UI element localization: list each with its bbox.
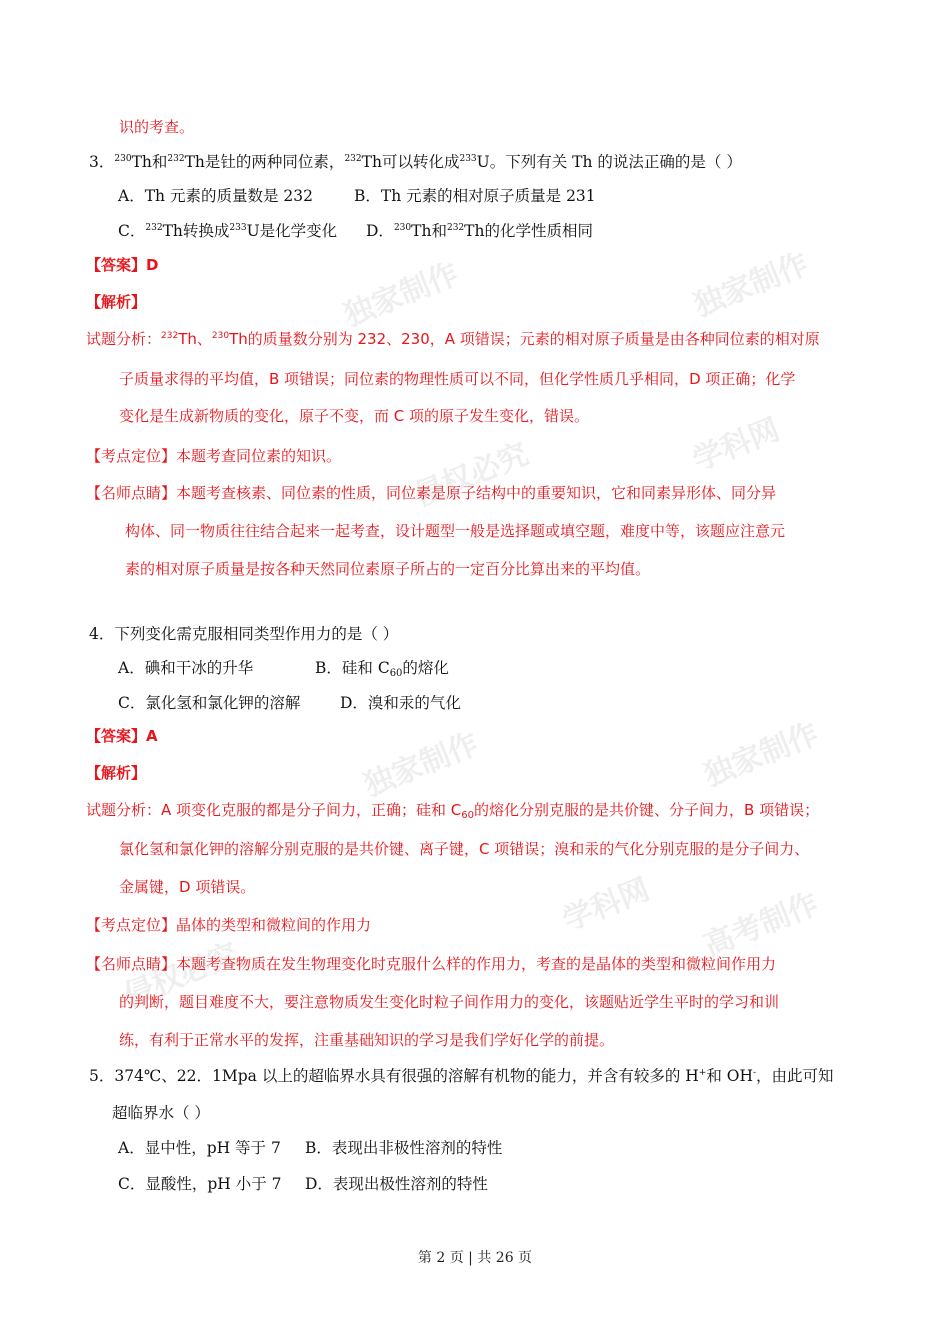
q3-stem: 3．$^{230}$Th和$^{232}$Th是钍的两种同位素，$^{232}$Th可以转化成$^{233}$U。下列有关 Th 的说法正确的是（ ） <box>89 153 742 171</box>
q5-option-b: B．表现出非极性溶剂的特性 <box>305 1139 503 1157</box>
q3-analysis-line-3: 变化是生成新物质的变化，原子不变，而 C 项的原子发生变化，错误。 <box>119 407 590 425</box>
previous-tail-text: 识的考查。 <box>119 118 195 136</box>
q4-option-c: C．氯化氢和氯化钾的溶解 <box>118 694 301 712</box>
q5-option-a: A．显中性，pH 等于 7 <box>118 1139 281 1157</box>
q4-analysis-line-1: 试题分析：A 项变化克服的都是分子间力，正确；硅和 $C_{60}$的熔化分别克服的是共价键、分子间力，B 项错误； <box>86 801 820 821</box>
watermark: 独家制作 <box>359 726 484 804</box>
page-footer: 第 2 页 | 共 26 页 <box>417 1250 533 1266</box>
q3-teacher-tip-line-1: 【名师点睛】本题考查核素、同位素的性质，同位素是原子结构中的重要知识，它和同素异形体、同分异 <box>86 484 777 502</box>
watermark: 高考制作 <box>699 886 824 964</box>
q3-teacher-tip-line-3: 素的相对原子质量是按各种天然同位素原子所占的一定百分比算出来的平均值。 <box>125 560 651 578</box>
watermark: 独家制作 <box>689 246 814 324</box>
q3-option-a: A．Th 元素的质量数是 232 <box>118 187 313 205</box>
watermark: 侵权必究 <box>409 436 534 514</box>
q3-option-d: D．$^{230}$Th和$^{232}$Th的化学性质相同 <box>366 222 593 240</box>
q4-analysis-title: 【解析】 <box>86 764 147 782</box>
watermark: 学科网 <box>688 412 785 479</box>
q4-stem: 4．下列变化需克服相同类型作用力的是（ ） <box>89 625 399 643</box>
q3-teacher-tip-line-2: 构体、同一物质往往结合起来一起考查，设计题型一般是选择题或填空题，难度中等，该题应注意元 <box>125 522 786 540</box>
q3-analysis-title: 【解析】 <box>86 293 147 311</box>
q5-option-d: D．表现出极性溶剂的特性 <box>305 1175 488 1193</box>
q4-option-a: A．碘和干冰的升华 <box>118 659 254 677</box>
watermark: 学科网 <box>558 872 655 939</box>
q4-teacher-tip-line-3: 练，有利于正常水平的发挥，注重基础知识的学习是我们学好化学的前提。 <box>119 1031 615 1049</box>
q5-stem-line-1: 5．374℃、22．1Mpa 以上的超临界水具有很强的溶解有机物的能力，并含有较多的 H+和 OH-，由此可知 <box>89 1067 834 1085</box>
q4-teacher-tip-line-2: 的判断，题目难度不大，要注意物质发生变化时粒子间作用力的变化，该题贴近学生平时的学习和训 <box>119 993 780 1011</box>
q3-option-b: B．Th 元素的相对原子质量是 231 <box>354 187 596 205</box>
q3-option-c: C．$^{232}$Th转换成$^{233}$U是化学变化 <box>118 222 338 240</box>
q3-exam-point: 【考点定位】本题考查同位素的知识。 <box>86 447 342 465</box>
q5-stem-line-2: 超临界水（ ） <box>112 1104 210 1122</box>
q4-answer: 【答案】A <box>86 727 158 745</box>
q4-option-b: B．硅和 $C_{60}$的熔化 <box>315 659 449 679</box>
q3-analysis-line-2: 子质量求得的平均值，B 项错误；同位素的物理性质可以不同，但化学性质几乎相同，D 项正确；化学 <box>119 370 796 388</box>
watermark: 独家制作 <box>699 716 824 794</box>
q4-teacher-tip-line-1: 【名师点睛】本题考查物质在发生物理变化时克服什么样的作用力，考查的是晶体的类型和微粒间作用力 <box>86 955 777 973</box>
q4-analysis-line-3: 金属键，D 项错误。 <box>119 878 256 896</box>
watermark: 侵权必究 <box>119 936 244 1014</box>
q3-answer: 【答案】D <box>86 256 159 274</box>
watermark: 独家制作 <box>339 256 464 334</box>
q5-option-c: C．显酸性，pH 小于 7 <box>118 1175 282 1193</box>
q4-exam-point: 【考点定位】晶体的类型和微粒间的作用力 <box>86 916 372 934</box>
q4-analysis-line-2: 氯化氢和氯化钾的溶解分别克服的是共价键、离子键，C 项错误；溴和汞的气化分别克服的是分子间力、 <box>119 840 810 858</box>
q3-analysis-line-1: 试题分析：$^{232}$Th、$^{230}$Th的质量数分别为 232、230，A 项错误；元素的相对原子质量是由各种同位素的相对原 <box>86 330 820 348</box>
q4-option-d: D．溴和汞的气化 <box>340 694 461 712</box>
